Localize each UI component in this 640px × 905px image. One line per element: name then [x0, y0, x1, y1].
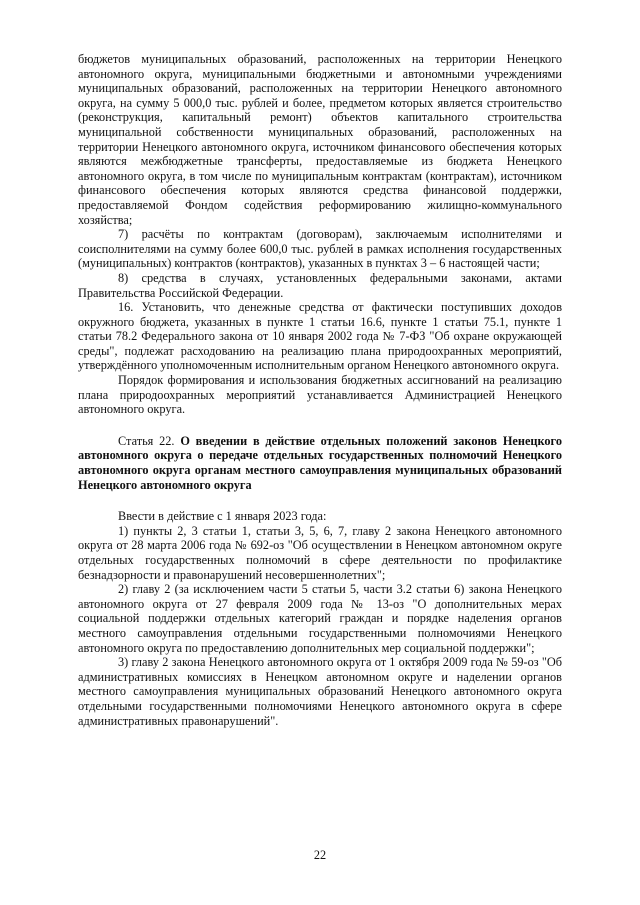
- page-number: 22: [313, 848, 327, 862]
- paragraph-continuation: бюджетов муниципальных образований, расположенных на территории Ненецкого автономного округа, муниципальными бюджетными и автономными учреждениями муниципальных образований, расположенных на территории Ненецкого автономного округа, на сумму 5 000,0 тыс. рублей и более, предметом которых является строительство (реконструкция, капитальный ремонт) объектов капитального строительства муниципальной собственности муниципальных образований, расположенных на территории Ненецкого автономного округа, источником финансового обеспечения которых являются межбюджетные трансферты, предоставляемые из бюджета Ненецкого автономного округа, в том числе по муниципальным контрактам (контрактам), источником финансового обеспечения которых являются средства финансовой поддержки, предоставляемой Фондом содействия реформированию жилищно-коммунального хозяйства;: [78, 52, 562, 227]
- article-heading: [78, 434, 562, 492]
- spacer: [78, 492, 562, 509]
- paragraph-point-16: 16. Установить, что денежные средства от фактически поступивших доходов окружного бюджета, указанных в пункте 1 статьи 16.6, пункте 1 статьи 75.1, пункте 1 статьи 78.2 Федерального закона от 10 января 2002 года № 7-ФЗ "Об охране окружающей среды", подлежат расходованию на реализацию плана природоохранных мероприятий, утверждённого уполномоченным исполнительным органом Ненецкого автономного округа.: [78, 300, 562, 373]
- spacer: [78, 417, 562, 434]
- paragraph-enact-item-3: 3) главу 2 закона Ненецкого автономного округа от 1 октября 2009 года № 59-оз "Об административных комиссиях в Ненецком автономном округе и наделении органов местного самоуправления муниципальных образований Ненецкого автономного округа отдельными государственными полномочиями Ненецкого автономного округа в сфере административных правонарушений".: [78, 655, 562, 728]
- paragraph-enact-item-2: 2) главу 2 (за исключением части 5 статьи 5, части 3.2 статьи 6) закона Ненецкого автономного округа от 27 февраля 2009 года № 13-оз "О дополнительных мерах социальной поддержки отдельных категорий граждан и порядке наделения органов местного самоуправления отдельными государственными полномочиями Ненецкого автономного округа по предоставлению дополнительных мер социальной поддержки";: [78, 582, 562, 655]
- article-prefix: Статья 22.: [118, 433, 181, 448]
- paragraph-procedure: Порядок формирования и использования бюджетных ассигнований на реализацию плана природоохранных мероприятий устанавливается Администрацией Ненецкого автономного округа.: [78, 373, 562, 417]
- paragraph-item-7: 7) расчёты по контрактам (договорам), заключаемым исполнителями и соисполнителями на сумму более 600,0 тыс. рублей в рамках исполнения государственных (муниципальных) контрактов (контрактов), указанных в пунктах 3 – 6 настоящей части;: [78, 227, 562, 271]
- paragraph-enact: Ввести в действие с 1 января 2023 года:: [118, 509, 327, 524]
- paragraph-item-8: 8) средства в случаях, установленных федеральными законами, актами Правительства Российской Федерации.: [78, 270, 562, 300]
- paragraph-enact-item-1: 1) пункты 2, 3 статьи 1, статьи 3, 5, 6, 7, главу 2 закона Ненецкого автономного округа от 28 марта 2006 года № 692-оз "Об осуществлении в Ненецком автономном округе отдельных государственных полномочий в сфере деятельности по профилактике безнадзорности и правонарушений несовершеннолетних";: [78, 523, 562, 582]
- article-title: О введении в действие отдельных положений законов Ненецкого автономного округа о передаче отдельных государственных полномочий Ненецкого автономного округа органам местного самоуправления муниципальных образований Ненецкого автономного округа: [78, 433, 562, 492]
